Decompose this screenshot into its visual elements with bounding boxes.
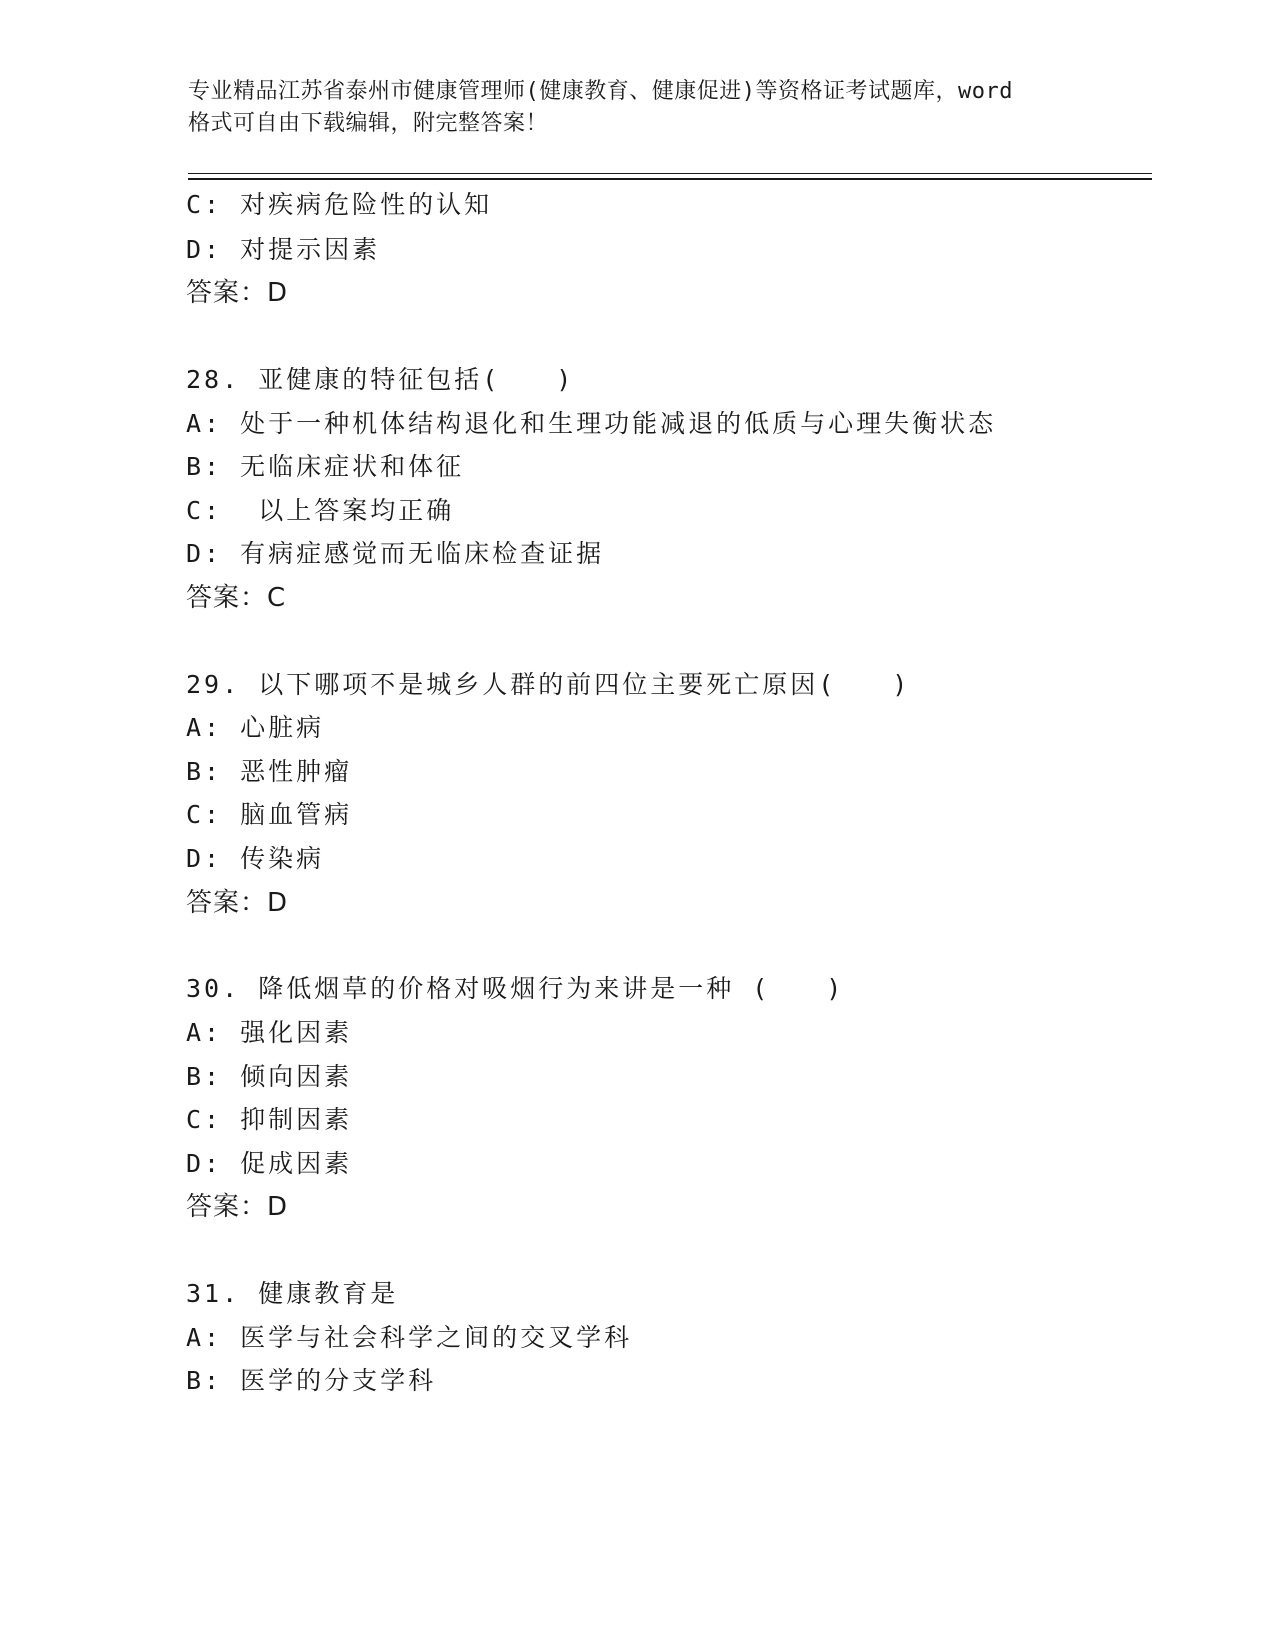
option-d: D: 对提示因素 — [186, 235, 381, 264]
option-a: A: 强化因素 — [186, 1018, 353, 1047]
option-c: C: 对疾病危险性的认知 — [186, 190, 493, 219]
question-stem: 30. 降低烟草的价格对吸烟行为来讲是一种 ( ) — [186, 974, 845, 1003]
header-line-2: 格式可自由下载编辑，附完整答案！ — [188, 111, 549, 136]
answer-line: 答案：D — [186, 888, 289, 918]
header-rule-thin — [188, 173, 1152, 174]
option-d: D: 促成因素 — [186, 1149, 353, 1178]
option-d: D: 有病症感觉而无临床检查证据 — [186, 539, 605, 568]
answer-line: 答案：D — [186, 1192, 289, 1222]
question-stem: 28. 亚健康的特征包括( ) — [186, 365, 575, 394]
option-c: C: 以上答案均正确 — [186, 496, 455, 525]
answer-line: 答案：C — [186, 583, 287, 613]
option-c: C: 抑制因素 — [186, 1105, 353, 1134]
option-b: B: 医学的分支学科 — [186, 1366, 437, 1395]
question-stem: 29. 以下哪项不是城乡人群的前四位主要死亡原因( ) — [186, 670, 911, 699]
option-b: B: 倾向因素 — [186, 1062, 353, 1091]
option-b: B: 无临床症状和体征 — [186, 452, 465, 481]
option-a: A: 心脏病 — [186, 713, 325, 742]
header-rule-thick — [188, 178, 1152, 180]
option-b: B: 恶性肿瘤 — [186, 757, 353, 786]
question-stem: 31. 健康教育是 — [186, 1279, 399, 1308]
header-line-1: 专业精品江苏省泰州市健康管理师(健康教育、健康促进)等资格证考试题库，word — [188, 79, 1013, 104]
option-c: C: 脑血管病 — [186, 800, 353, 829]
document-header — [188, 76, 1088, 140]
option-a: A: 医学与社会科学之间的交叉学科 — [186, 1323, 633, 1352]
answer-line: 答案：D — [186, 278, 289, 308]
option-a: A: 处于一种机体结构退化和生理功能减退的低质与心理失衡状态 — [186, 409, 997, 438]
option-d: D: 传染病 — [186, 844, 325, 873]
